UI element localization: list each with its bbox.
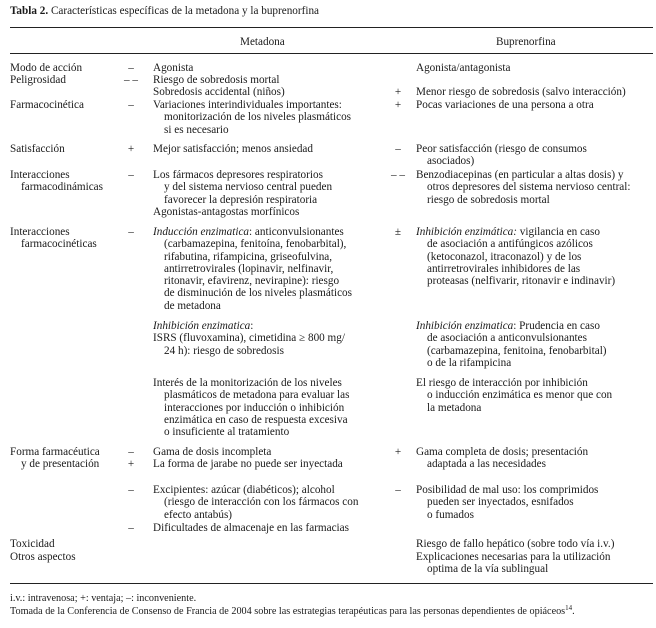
footnote-source: Tomada de la Conferencia de Consenso de Francia de 2004 sobre las estrategias terapéuticas para las personas dependientes de opiáceos$^{14}$. <box>10 604 575 617</box>
metadona-cell: Mejor satisfacción; menos ansiedad <box>153 143 313 155</box>
buprenorfina-cell: Pocas variaciones de una persona a otra <box>416 99 594 111</box>
buprenorfina-cell: Menor riesgo de sobredosis (salvo interacción) <box>416 86 626 98</box>
buprenorfina-cell: Benzodiacepinas (en particular a altas dosis) y otros depresores del sistema nervioso central: riesgo de sobredosis mortal <box>416 169 631 206</box>
metadona-sign: – <box>128 522 134 534</box>
metadona-sign: + <box>127 458 135 470</box>
buprenorfina-sign: + <box>394 446 402 458</box>
header-rule <box>10 53 653 54</box>
row-label-modo: Modo de acción <box>10 62 83 74</box>
metadona-sign: – <box>128 446 134 458</box>
metadona-sign: – <box>128 99 134 111</box>
row-label-peligrosidad: Peligrosidad <box>10 74 66 86</box>
footnote-legend: i.v.: intravenosa; +: ventaja; –: inconveniente. <box>10 593 197 604</box>
metadona-sign: – <box>128 169 134 181</box>
column-header-metadona: Metadona <box>240 36 285 48</box>
row-label-farmacocinetica: Farmacocinética <box>10 99 84 111</box>
metadona-sign: – <box>128 484 134 496</box>
metadona-sign: – – <box>124 74 138 86</box>
table-caption <box>10 5 319 17</box>
metadona-cell: Excipientes: azúcar (diabéticos); alcohol (riesgo de interacción con los fármacos con efecto antabús) <box>153 484 359 521</box>
metadona-sign: – <box>128 226 134 238</box>
bottom-rule <box>10 583 653 584</box>
metadona-cell: Los fármacos depresores respiratorios y del sistema nervioso central pueden favorecer la depresión respiratoria Agonistas-antagostas morfínicos <box>153 169 333 218</box>
buprenorfina-sign: – – <box>391 169 405 181</box>
metadona-sign: – <box>128 62 134 74</box>
metadona-cell: Gama de dosis incompleta <box>153 446 272 458</box>
buprenorfina-sign: + <box>394 99 402 111</box>
metadona-cell: Sobredosis accidental (niños) <box>153 86 285 98</box>
row-label-toxicidad: Toxicidad <box>10 538 55 550</box>
buprenorfina-cell: Explicaciones necesarias para la utilización optima de la vía sublingual <box>416 551 611 576</box>
buprenorfina-cell: Posibilidad de mal uso: los comprimidos pueden ser inyectados, esnifados o fumados <box>416 484 599 521</box>
buprenorfina-sign: ± <box>394 226 402 238</box>
metadona-cell: La forma de jarabe no puede ser inyectada <box>153 458 343 470</box>
reference-number: 14 <box>565 604 573 612</box>
row-label-forma-farmaceutica: Forma farmacéutica y de presentación <box>10 446 100 471</box>
table-number: Tabla 2. <box>10 5 49 17</box>
row-label-satisfaccion: Satisfacción <box>10 143 65 155</box>
row-label-interacciones-farmacodinamicas: Interacciones farmacodinámicas <box>10 169 103 194</box>
buprenorfina-sign: + <box>394 86 402 98</box>
top-rule <box>10 27 653 28</box>
row-label-interacciones-farmacocineticas: Interacciones farmacocinéticas <box>10 226 97 251</box>
metadona-sign: + <box>127 143 135 155</box>
metadona-cell: Riesgo de sobredosis mortal <box>153 74 280 86</box>
column-header-buprenorfina: Buprenorfina <box>496 36 556 48</box>
buprenorfina-cell: Peor satisfacción (riesgo de consumos asociados) <box>416 143 587 168</box>
metadona-cell-inhibicion: Inhibición enzimatica: ISRS (fluvoxamina), cimetidina ≥ 800 mg/ 24 h): riesgo de sobredosis <box>153 320 345 357</box>
buprenorfina-cell: Riesgo de fallo hepático (sobre todo vía i.v.) <box>416 538 615 550</box>
metadona-cell: Dificultades de almacenaje en las farmacias <box>153 522 349 534</box>
buprenorfina-sign: – <box>395 143 401 155</box>
buprenorfina-cell-prudencia: Inhibición enzimatica: Prudencia en caso de asociación a anticonvulsionantes (carbamazepina, fenitoina, fenobarbital) o de la rifampicina <box>416 320 607 369</box>
metadona-cell-monitorizacion: Interés de la monitorización de los niveles plasmáticos de metadona para evaluar las interacciones por inducción o inhibición enzimática en caso de respuesta excesiva o insuficiente al tratamiento <box>153 377 350 439</box>
buprenorfina-cell-inhibicion: Inhibición enzimática: vigilancia en caso de asociación a antifúngicos azólicos (ketoconazol, itraconazol) y de los antirretrovirales inhibidores de las proteasas (nelfivarir, ritonavir e indinavir) <box>416 226 616 288</box>
metadona-cell-induccion: Inducción enzimatica: anticonvulsionantes (carbamazepina, fenitoína, fenobarbital), rifabutina, rifampicina, griseofulvina, antirretrovirales (lopinavir, nelfinavir, ritonavir, efavirenz, nevirapine): riesgo de disminución de los niveles plasmáticos de metadona <box>153 226 352 312</box>
table-title: Características específicas de la metadona y la buprenorfina <box>48 5 320 17</box>
metadona-cell: Variaciones interindividuales importantes: monitorización de los niveles plasmáticos si es necesario <box>153 99 352 136</box>
metadona-cell: Agonista <box>153 62 194 74</box>
buprenorfina-sign: – <box>395 484 401 496</box>
buprenorfina-cell: Agonista/antagonista <box>416 62 511 74</box>
row-label-otros-aspectos: Otros aspectos <box>10 551 76 563</box>
buprenorfina-cell: Gama completa de dosis; presentación adaptada a las necesidades <box>416 446 589 471</box>
buprenorfina-cell-riesgo: El riesgo de interacción por inhibición o inducción enzimática es menor que con la metadona <box>416 377 613 414</box>
